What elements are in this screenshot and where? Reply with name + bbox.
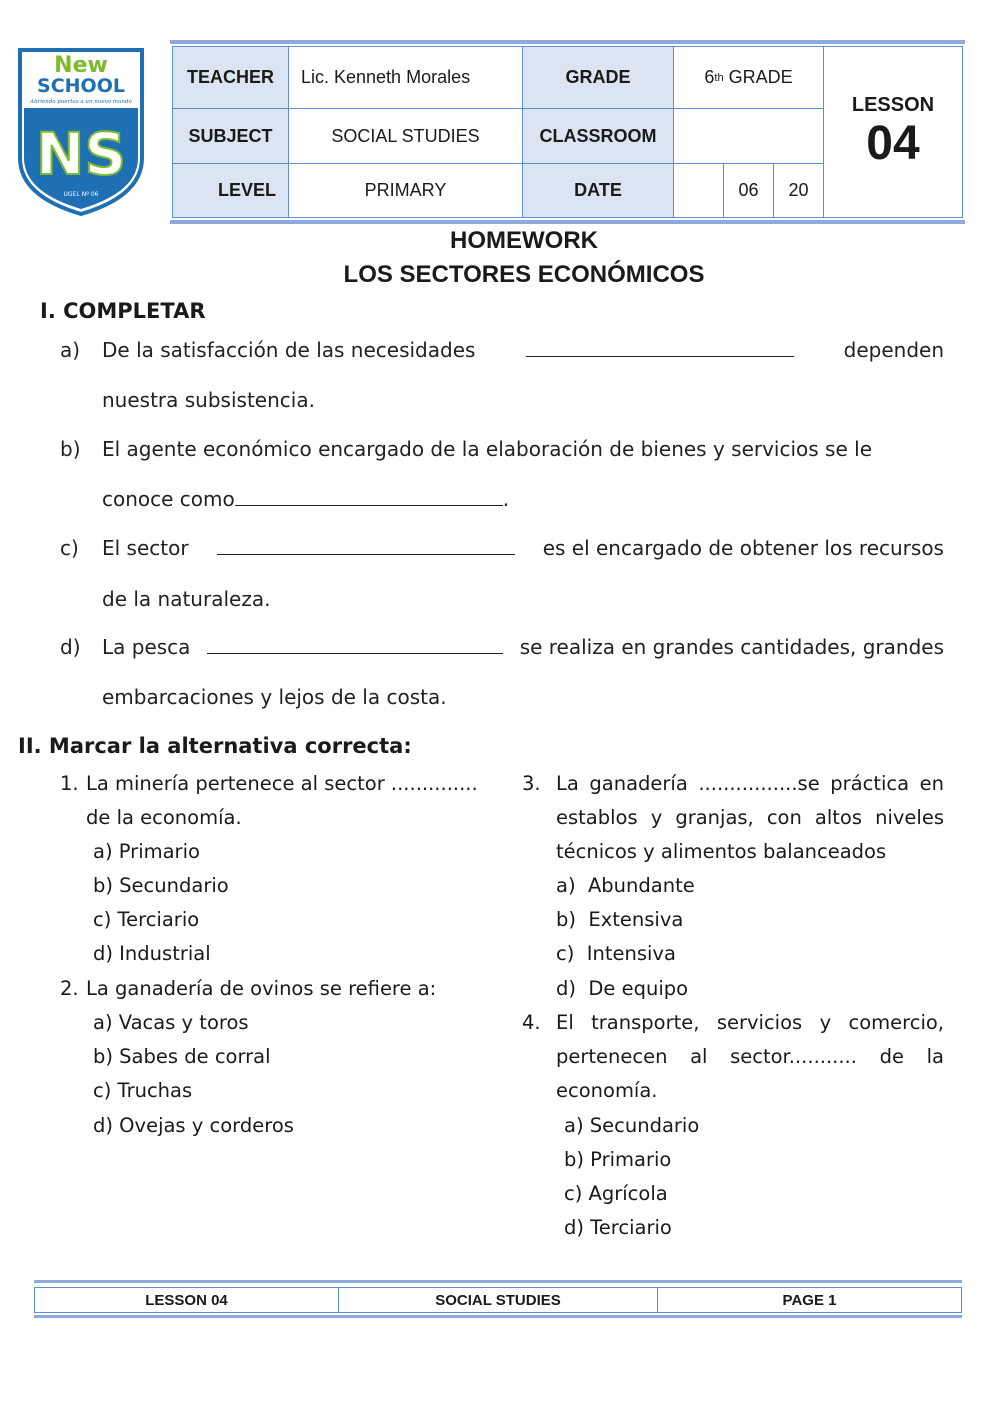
grade-suffix: th	[714, 71, 724, 84]
footer-subject: SOCIAL STUDIES	[338, 1287, 658, 1313]
q4-option-a[interactable]: a) Secundario	[564, 1114, 700, 1137]
q3-line2: establos y granjas, con altos niveles	[556, 806, 944, 829]
grade-label: GRADE	[522, 46, 674, 109]
q4-line2-word5: la	[926, 1045, 944, 1068]
school-logo	[14, 46, 148, 218]
classroom-value	[673, 108, 824, 164]
header-table	[170, 40, 965, 224]
item-b-letter: b)	[60, 437, 81, 461]
q3-line1-word4: práctica	[830, 772, 910, 795]
homework-title: HOMEWORK	[450, 227, 598, 254]
item-a-blank[interactable]	[526, 340, 794, 357]
q3-line1-word5: en	[919, 772, 944, 795]
item-a-before: De la satisfacción de las necesidades	[102, 338, 476, 362]
item-b-line1: El agente económico encargado de la elaboración de bienes y servicios se le	[102, 437, 872, 461]
topic-title: LOS SECTORES ECONÓMICOS	[343, 261, 705, 288]
level-value: PRIMARY	[288, 163, 523, 218]
q3-line1-word3: ................se	[698, 772, 820, 795]
lesson-number: 04	[866, 116, 920, 170]
logo-new-text: New	[54, 53, 108, 78]
item-c-blank[interactable]	[217, 538, 515, 555]
q1-line2: de la economía.	[86, 806, 242, 829]
item-c-before: El sector	[102, 536, 189, 560]
q4-line3: economía.	[556, 1079, 658, 1102]
q1-line1: La minería pertenece al sector ..............	[86, 772, 478, 795]
logo-ugel: UGEL Nº 06	[63, 191, 99, 198]
date-month: 06	[723, 163, 774, 218]
item-b-blank[interactable]	[235, 489, 503, 506]
item-d-line	[102, 635, 944, 659]
date-day	[673, 163, 724, 218]
q3-line1-word1: La	[556, 772, 579, 795]
q4-option-b[interactable]: b) Primario	[564, 1148, 672, 1171]
lesson-box	[823, 46, 963, 218]
footer-lesson: LESSON 04	[34, 1287, 339, 1313]
q3-number: 3.	[522, 772, 541, 795]
q4-line2-word1: pertenecen	[556, 1045, 668, 1068]
q3-option-d[interactable]: d) De equipo	[556, 977, 689, 1000]
q1-option-a[interactable]: a) Primario	[93, 840, 200, 863]
item-a-line	[102, 338, 944, 362]
q4-number: 4.	[522, 1011, 541, 1034]
logo-tagline: Abriendo puertas a un nuevo mundo	[30, 99, 132, 105]
q1-option-c[interactable]: c) Terciario	[93, 908, 200, 931]
section-1-heading: I. COMPLETAR	[40, 299, 206, 323]
q3-option-c[interactable]: c) Intensiva	[556, 942, 676, 965]
item-a-after: dependen	[843, 338, 944, 362]
q2-line1: La ganadería de ovinos se refiere a:	[86, 977, 437, 1000]
item-d-after: se realiza en grandes cantidades, grandes	[519, 635, 944, 659]
item-a-letter: a)	[60, 338, 81, 362]
item-b-after: .	[502, 487, 510, 511]
q4-line2-word2: al	[690, 1045, 708, 1068]
date-year: 20	[773, 163, 824, 218]
q4-line2	[556, 1045, 944, 1068]
item-b-before: conoce como	[102, 487, 235, 511]
item-c-line	[102, 536, 944, 560]
q2-option-c[interactable]: c) Truchas	[93, 1079, 193, 1102]
q1-option-d[interactable]: d) Industrial	[93, 942, 211, 965]
q1-option-b[interactable]: b) Secundario	[93, 874, 229, 897]
teacher-label: TEACHER	[172, 46, 289, 109]
item-a-continuation: nuestra subsistencia.	[102, 388, 315, 412]
section-2-heading: II. Marcar la alternativa correcta:	[18, 734, 412, 758]
q2-option-d[interactable]: d) Ovejas y corderos	[93, 1114, 294, 1137]
page-footer	[34, 1280, 962, 1318]
q2-option-a[interactable]: a) Vacas y toros	[93, 1011, 249, 1034]
q3-option-a[interactable]: a) Abundante	[556, 874, 695, 897]
item-d-before: La pesca	[102, 635, 191, 659]
logo-initials: NS	[35, 120, 127, 188]
item-c-after: es el encargado de obtener los recursos	[542, 536, 944, 560]
teacher-value: Lic. Kenneth Morales	[288, 46, 523, 109]
level-label: LEVEL	[172, 163, 289, 218]
q4-line2-word3: sector...........	[730, 1045, 857, 1068]
item-c-continuation: de la naturaleza.	[102, 587, 271, 611]
subject-label: SUBJECT	[172, 108, 289, 164]
item-d-blank[interactable]	[207, 637, 503, 654]
q3-line3: técnicos y alimentos balanceados	[556, 840, 887, 863]
logo-school-text: SCHOOL	[37, 75, 125, 97]
footer-page: PAGE 1	[657, 1287, 962, 1313]
grade-value	[673, 46, 824, 109]
q3-line1	[556, 772, 944, 795]
q2-number: 2.	[60, 977, 79, 1000]
grade-number: 6	[704, 67, 715, 87]
q4-option-c[interactable]: c) Agrícola	[564, 1182, 668, 1205]
q4-line1: El transporte, servicios y comercio,	[556, 1011, 944, 1034]
date-label: DATE	[522, 163, 674, 218]
q4-option-d[interactable]: d) Terciario	[564, 1216, 672, 1239]
item-b-line2	[102, 487, 509, 511]
q3-line1-word2: ganadería	[589, 772, 688, 795]
q1-number: 1.	[60, 772, 79, 795]
item-d-letter: d)	[60, 635, 81, 659]
subject-value: SOCIAL STUDIES	[288, 108, 523, 164]
lesson-label: LESSON	[851, 93, 935, 116]
classroom-label: CLASSROOM	[522, 108, 674, 164]
item-c-letter: c)	[60, 536, 79, 560]
q2-option-b[interactable]: b) Sabes de corral	[93, 1045, 271, 1068]
item-d-continuation: embarcaciones y lejos de la costa.	[102, 685, 447, 709]
q3-option-b[interactable]: b) Extensiva	[556, 908, 684, 931]
grade-text: GRADE	[723, 67, 793, 87]
q4-line2-word4: de	[879, 1045, 904, 1068]
